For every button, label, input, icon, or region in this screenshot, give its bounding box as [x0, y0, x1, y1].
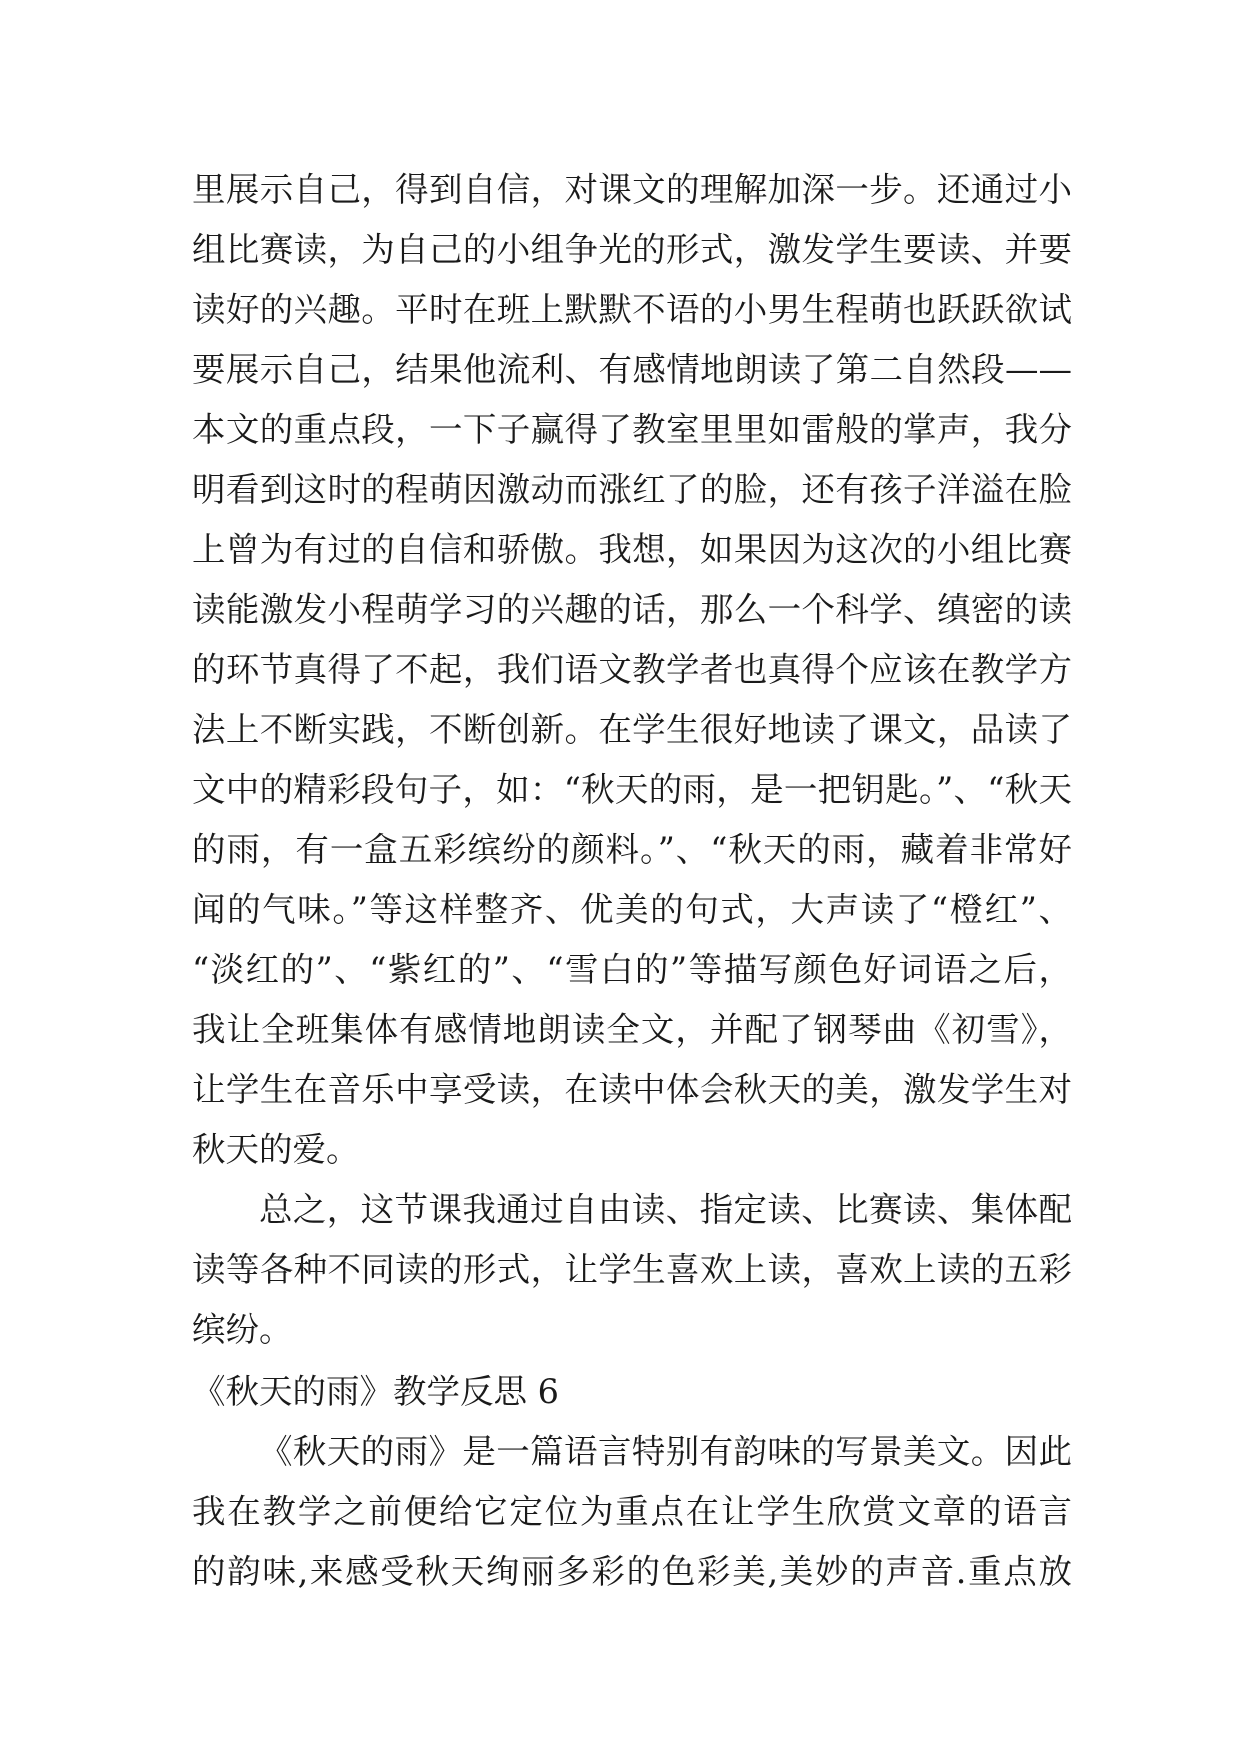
text-line: 缤纷。	[192, 1310, 293, 1349]
text-line: 读能激发小程萌学习的兴趣的话，那么一个科学、缜密的读	[192, 590, 1072, 629]
text-line: 读好的兴趣。平时在班上默默不语的小男生程萌也跃跃欲试	[192, 290, 1072, 329]
text-line: 秋天的爱。	[192, 1130, 360, 1169]
text-line: 闻的气味。”等这样整齐、优美的句式，大声读了“橙红”、	[192, 890, 1072, 929]
text-line: “淡红的”、“紫红的”、“雪白的”等描写颜色好词语之后，	[192, 950, 1072, 989]
text-line: 法上不断实践，不断创新。在学生很好地读了课文，品读了	[192, 710, 1072, 749]
text-line: 组比赛读，为自己的小组争光的形式，激发学生要读、并要	[192, 230, 1072, 269]
text-line: 里展示自己，得到自信，对课文的理解加深一步。还通过小	[192, 170, 1072, 209]
text-line: 要展示自己，结果他流利、有感情地朗读了第二自然段——	[192, 350, 1072, 389]
paragraph-1	[192, 160, 1072, 1180]
text-line: 让学生在音乐中享受读，在读中体会秋天的美，激发学生对	[192, 1070, 1072, 1109]
paragraph-2	[192, 1180, 1072, 1360]
text-line: 读等各种不同读的形式，让学生喜欢上读，喜欢上读的五彩	[192, 1250, 1072, 1289]
text-line: 上曾为有过的自信和骄傲。我想，如果因为这次的小组比赛	[192, 530, 1072, 569]
document-body	[192, 160, 1072, 1602]
text-line: 的环节真得了不起，我们语文教学者也真得个应该在教学方	[192, 650, 1072, 689]
section-heading: 《秋天的雨》教学反思 6	[192, 1372, 559, 1411]
text-line: 《秋天的雨》是一篇语言特别有韵味的写景美文。因此	[259, 1432, 1072, 1471]
text-line: 文中的精彩段句子，如：“秋天的雨，是一把钥匙。”、“秋天	[192, 770, 1072, 809]
text-line: 总之，这节课我通过自由读、指定读、比赛读、集体配	[259, 1190, 1072, 1229]
text-line: 明看到这时的程萌因激动而涨红了的脸，还有孩子洋溢在脸	[192, 470, 1072, 509]
text-line: 我在教学之前便给它定位为重点在让学生欣赏文章的语言	[192, 1492, 1072, 1531]
text-line: 的韵味,来感受秋天绚丽多彩的色彩美,美妙的声音.重点放	[192, 1552, 1072, 1591]
paragraph-3	[192, 1422, 1072, 1602]
text-line: 本文的重点段，一下子赢得了教室里里如雷般的掌声，我分	[192, 410, 1072, 449]
text-line: 的雨，有一盒五彩缤纷的颜料。”、“秋天的雨，藏着非常好	[192, 830, 1072, 869]
text-line: 我让全班集体有感情地朗读全文，并配了钢琴曲《初雪》，	[192, 1010, 1072, 1049]
